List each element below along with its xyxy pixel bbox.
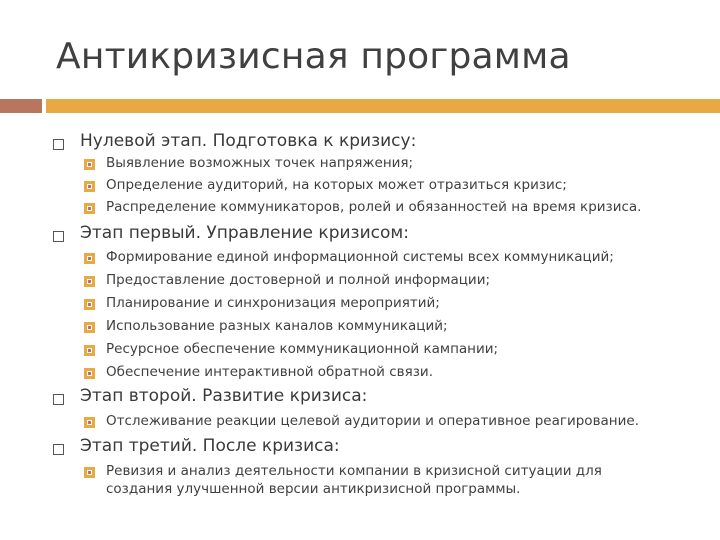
square-bullet-icon: [84, 299, 95, 310]
square-bullet-icon: [84, 417, 95, 428]
square-bullet-icon: [84, 253, 95, 264]
list-item-continuation: создания улучшенной версии антикризисной программы.: [106, 481, 521, 497]
square-bullet-icon: [84, 181, 95, 192]
list-item: Планирование и синхронизация мероприятий;: [106, 295, 440, 311]
square-bullet-icon: [84, 368, 95, 379]
section-heading: Этап второй. Развитие кризиса:: [80, 386, 368, 406]
list-item: Обеспечение интерактивной обратной связи.: [106, 364, 433, 380]
list-item: Выявление возможных точек напряжения;: [106, 155, 414, 171]
slide-title: Антикризисная программа: [56, 36, 571, 77]
square-bullet-icon: [84, 345, 95, 356]
square-bullet-icon: [84, 322, 95, 333]
list-item: Формирование единой информационной системы всех коммуникаций;: [106, 249, 614, 265]
square-bullet-icon: [53, 139, 64, 150]
square-bullet-icon: [53, 444, 64, 455]
list-item: Использование разных каналов коммуникаций;: [106, 318, 448, 334]
square-bullet-icon: [84, 467, 95, 478]
list-item: Определение аудиторий, на которых может отразиться кризис;: [106, 177, 567, 193]
list-item: Отслеживание реакции целевой аудитории и оперативное реагирование.: [106, 413, 639, 429]
section-heading: Нулевой этап. Подготовка к кризису:: [80, 131, 417, 151]
section-heading: Этап первый. Управление кризисом:: [80, 223, 409, 243]
square-bullet-icon: [84, 159, 95, 170]
square-bullet-icon: [53, 394, 64, 405]
square-bullet-icon: [53, 231, 64, 242]
list-item: Распределение коммуникаторов, ролей и обязанностей на время кризиса.: [106, 199, 642, 215]
list-item: Предоставление достоверной и полной информации;: [106, 272, 491, 288]
square-bullet-icon: [84, 276, 95, 287]
list-item: Ревизия и анализ деятельности компании в кризисной ситуации для: [106, 463, 602, 479]
section-heading: Этап третий. После кризиса:: [80, 436, 340, 456]
square-bullet-icon: [84, 203, 95, 214]
list-item: Ресурсное обеспечение коммуникационной кампании;: [106, 341, 499, 357]
